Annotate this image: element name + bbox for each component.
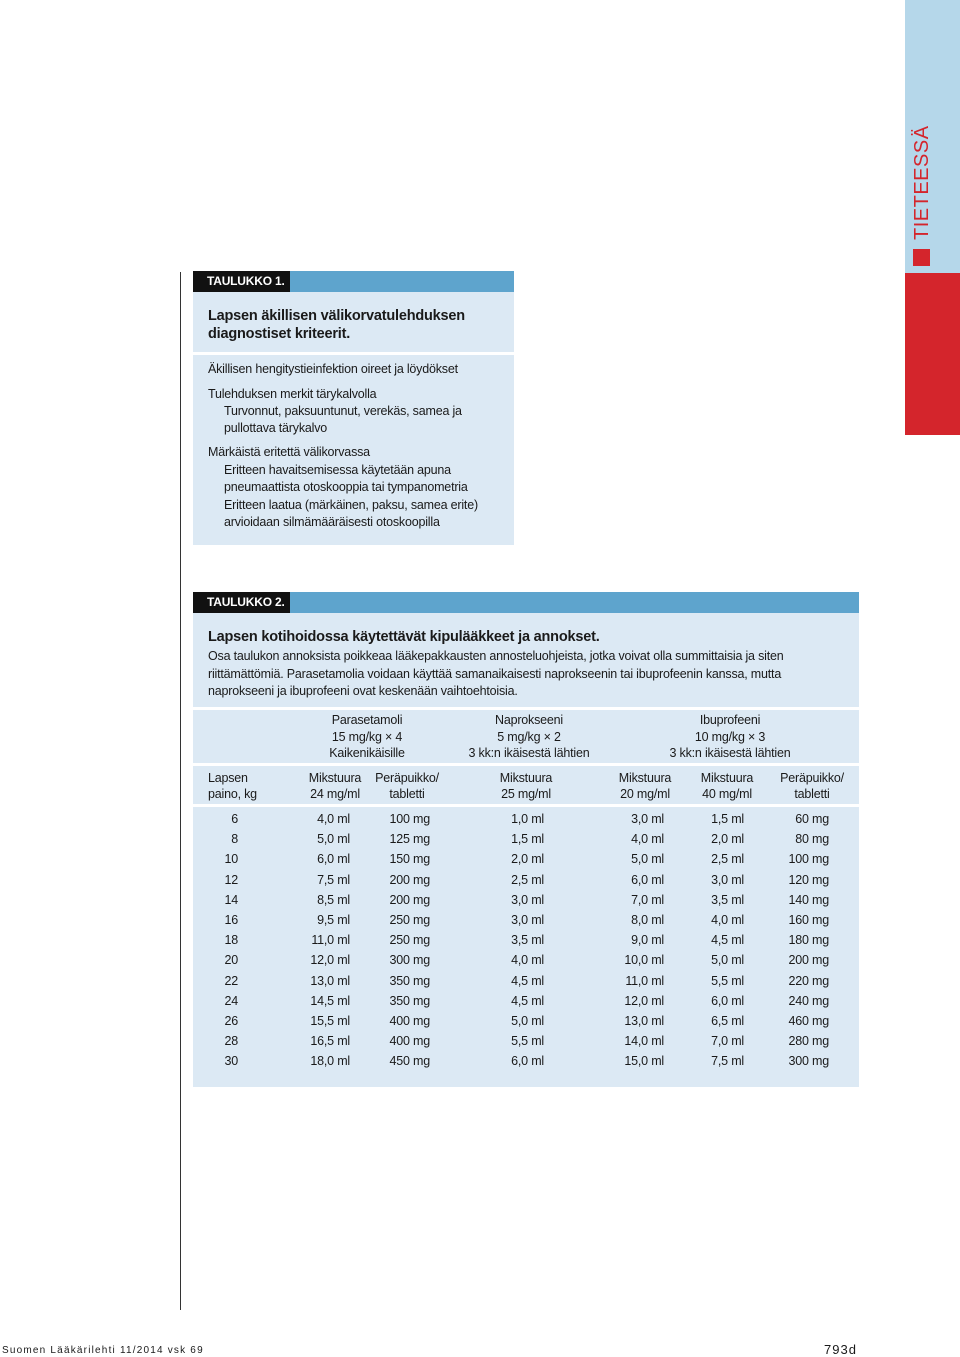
cell-weight: 10 — [224, 852, 238, 867]
cell-ibuprofen-mixture-40: 3,5 ml — [711, 892, 744, 907]
cell-naproxen-mixture: 3,0 ml — [511, 913, 544, 927]
cell-ibuprofen-mixture-20: 10,0 ml — [624, 953, 664, 968]
cell-naproxen-mixture: 6,0 ml — [511, 1054, 544, 1069]
col-header-line: 25 mg/ml — [501, 787, 551, 801]
cell-weight: 22 — [224, 973, 238, 988]
cell-paracetamol-tablet: 400 mg — [389, 1014, 430, 1028]
cell-weight: 28 — [224, 1034, 238, 1049]
col-header-line: Peräpuikko/ — [375, 771, 439, 785]
col-header-line: tabletti — [389, 787, 425, 801]
cell-ibuprofen-mixture-40: 4,5 ml — [711, 933, 744, 948]
cell-paracetamol-mixture: 11,0 ml — [311, 933, 350, 948]
cell-weight: 26 — [224, 1014, 238, 1028]
cell-weight: 18 — [224, 933, 238, 948]
cell-paracetamol-tablet: 100 mg — [389, 812, 430, 826]
drug-age: Kaikenikäisille — [329, 746, 405, 760]
drug-header-ibuprofen — [655, 712, 805, 762]
cell-paracetamol-mixture: 13,0 ml — [310, 973, 350, 988]
col-header-line: Peräpuikko/ — [780, 771, 844, 785]
cell-paracetamol-tablet: 350 mg — [389, 993, 430, 1008]
cell-weight: 24 — [224, 993, 238, 1008]
drug-header-naproxen — [454, 712, 604, 762]
cell-paracetamol-tablet: 350 mg — [389, 973, 430, 988]
col-header-line: Lapsen — [208, 771, 248, 785]
cell-weight: 14 — [224, 892, 238, 907]
cell-ibuprofen-mixture-40: 1,5 ml — [711, 812, 744, 826]
cell-ibuprofen-mixture-20: 11,0 ml — [625, 973, 664, 988]
cell-paracetamol-mixture: 14,5 ml — [310, 993, 350, 1008]
col-header-line: 20 mg/ml — [620, 787, 670, 801]
page-number: 793d — [824, 1342, 857, 1357]
col-header-ibuprofen-tablet — [774, 770, 850, 802]
table2-tag-bar — [290, 592, 859, 613]
col-header-ibuprofen-mixture-40 — [691, 770, 763, 802]
cell-ibuprofen-mixture-40: 5,0 ml — [711, 953, 744, 968]
cell-ibuprofen-mixture-20: 13,0 ml — [624, 1014, 664, 1028]
side-strip-red — [905, 273, 960, 435]
col-header-line: Mikstuura — [308, 771, 362, 785]
cell-paracetamol-mixture: 8,5 ml — [317, 892, 350, 907]
cell-paracetamol-tablet: 450 mg — [389, 1054, 430, 1069]
drug-name: Naprokseeni — [495, 713, 563, 727]
cell-ibuprofen-mixture-20: 8,0 ml — [631, 913, 664, 927]
drug-header-paracetamol — [300, 712, 434, 762]
cell-paracetamol-mixture: 15,5 ml — [310, 1014, 350, 1028]
cell-ibuprofen-tablet: 280 mg — [788, 1034, 829, 1049]
col-header-paracetamol-mixture — [300, 770, 370, 802]
cell-weight: 8 — [231, 832, 238, 847]
table2-separator-1 — [193, 707, 859, 710]
table1-separator — [193, 352, 514, 355]
table2-description: Osa taulukon annoksista poikkeaa lääkepakkausten annosteluohjeista, jotka voivat olla summittaisia ja siten riittämättömiä. Parasetamolia voidaan käyttää samanaikaisesti naprokseenin tai ibuprofeenin kanssa, mutta naprokseeni ja ibuprofeeni ovat keskenään vaihtoehtoisia. — [208, 649, 784, 698]
col-header-line: paino, kg — [208, 787, 257, 801]
table1-tag: TAULUKKO 1. — [193, 271, 290, 292]
cell-naproxen-mixture: 5,5 ml — [511, 1034, 544, 1049]
cell-ibuprofen-mixture-40: 6,5 ml — [711, 1014, 744, 1028]
cell-naproxen-mixture: 2,0 ml — [511, 852, 544, 867]
table1-criterion-1: Tulehduksen merkit tärykalvolla — [208, 387, 377, 401]
margin-rule — [180, 272, 181, 1310]
cell-weight: 16 — [224, 913, 238, 927]
cell-weight: 30 — [224, 1054, 238, 1069]
cell-paracetamol-mixture: 16,5 ml — [310, 1034, 350, 1049]
cell-paracetamol-tablet: 250 mg — [389, 933, 430, 948]
cell-naproxen-mixture: 1,5 ml — [511, 832, 544, 847]
cell-paracetamol-tablet: 300 mg — [389, 953, 430, 968]
cell-paracetamol-mixture: 6,0 ml — [317, 852, 350, 867]
drug-dose: 15 mg/kg × 4 — [331, 729, 403, 744]
cell-ibuprofen-tablet: 300 mg — [788, 1054, 829, 1069]
cell-paracetamol-tablet: 150 mg — [389, 852, 430, 867]
cell-ibuprofen-mixture-20: 14,0 ml — [624, 1034, 664, 1049]
cell-paracetamol-tablet: 200 mg — [389, 892, 430, 907]
cell-naproxen-mixture: 3,5 ml — [511, 933, 544, 948]
cell-naproxen-mixture: 4,5 ml — [511, 993, 544, 1008]
cell-weight: 20 — [224, 953, 238, 968]
cell-ibuprofen-tablet: 60 mg — [795, 812, 829, 826]
cell-paracetamol-mixture: 18,0 ml — [310, 1054, 350, 1069]
col-header-ibuprofen-mixture-20 — [609, 770, 681, 802]
table2-title: Lapsen kotihoidossa käytettävät kipulääkkeet ja annokset. — [208, 629, 600, 645]
drug-name: Ibuprofeeni — [699, 713, 761, 727]
drug-age: 3 kk:n ikäisestä lähtien — [468, 746, 590, 760]
table1-criterion-2-detail-2: Eritteen laatua (märkäinen, paksu, samea erite) arvioidaan silmämääräisesti otoskoopilla — [224, 498, 478, 529]
table1-criterion-2-detail-1: Eritteen havaitsemisessa käytetään apuna pneumaattista otoskooppia tai tympanometria — [224, 463, 468, 494]
cell-paracetamol-mixture: 7,5 ml — [317, 872, 350, 887]
drug-dose: 10 mg/kg × 3 — [694, 729, 766, 744]
cell-weight: 12 — [224, 872, 238, 887]
cell-ibuprofen-mixture-40: 4,0 ml — [711, 913, 744, 927]
cell-ibuprofen-tablet: 240 mg — [788, 993, 829, 1008]
col-header-weight — [208, 770, 278, 802]
table2-separator-3 — [193, 804, 859, 807]
journal-footer: Suomen Lääkärilehti 11/2014 vsk 69 — [2, 1345, 204, 1356]
col-header-line: Mikstuura — [499, 771, 553, 785]
cell-ibuprofen-mixture-40: 2,0 ml — [711, 832, 744, 847]
cell-ibuprofen-mixture-40: 6,0 ml — [711, 993, 744, 1008]
cell-naproxen-mixture: 5,0 ml — [511, 1014, 544, 1028]
col-header-line: Mikstuura — [618, 771, 672, 785]
cell-ibuprofen-mixture-20: 3,0 ml — [631, 812, 664, 826]
cell-ibuprofen-tablet: 100 mg — [788, 852, 829, 867]
section-square-icon — [913, 249, 930, 266]
table2-tag: TAULUKKO 2. — [193, 592, 290, 613]
col-header-line: Mikstuura — [700, 771, 754, 785]
cell-ibuprofen-mixture-20: 4,0 ml — [631, 832, 664, 847]
drug-dose: 5 mg/kg × 2 — [497, 729, 561, 744]
cell-paracetamol-mixture: 12,0 ml — [310, 953, 350, 968]
cell-ibuprofen-mixture-40: 7,5 ml — [711, 1054, 744, 1069]
cell-naproxen-mixture: 4,5 ml — [511, 973, 544, 988]
cell-ibuprofen-mixture-40: 2,5 ml — [711, 852, 744, 867]
cell-naproxen-mixture: 1,0 ml — [511, 812, 544, 826]
cell-ibuprofen-mixture-20: 6,0 ml — [631, 872, 664, 887]
cell-paracetamol-tablet: 200 mg — [389, 872, 430, 887]
section-label: TIETEESSÄ — [911, 125, 933, 240]
cell-ibuprofen-mixture-20: 5,0 ml — [631, 852, 664, 867]
cell-ibuprofen-tablet: 460 mg — [788, 1014, 829, 1028]
cell-paracetamol-mixture: 9,5 ml — [317, 913, 350, 927]
cell-ibuprofen-tablet: 180 mg — [788, 933, 829, 948]
cell-weight: 6 — [231, 812, 238, 826]
cell-paracetamol-tablet: 250 mg — [389, 913, 430, 927]
cell-paracetamol-mixture: 5,0 ml — [317, 832, 350, 847]
cell-ibuprofen-mixture-20: 9,0 ml — [631, 933, 664, 948]
col-header-line: tabletti — [794, 787, 830, 801]
cell-naproxen-mixture: 2,5 ml — [511, 872, 544, 887]
cell-naproxen-mixture: 3,0 ml — [511, 892, 544, 907]
drug-age: 3 kk:n ikäisestä lähtien — [669, 746, 791, 760]
table1-criterion-2: Märkäistä eritettä välikorvassa — [208, 445, 370, 459]
cell-ibuprofen-tablet: 140 mg — [788, 892, 829, 907]
cell-ibuprofen-mixture-40: 7,0 ml — [711, 1034, 744, 1049]
table1-intro: Äkillisen hengitystieinfektion oireet ja löydökset — [208, 362, 458, 376]
cell-ibuprofen-mixture-20: 12,0 ml — [624, 993, 664, 1008]
cell-paracetamol-mixture: 4,0 ml — [317, 812, 350, 826]
cell-ibuprofen-tablet: 120 mg — [788, 872, 829, 887]
table1-criterion-1-detail: Turvonnut, paksuuntunut, verekäs, samea ja pullottava tärykalvo — [224, 404, 462, 435]
table1-tag-bar — [290, 271, 514, 292]
table1-title: Lapsen äkillisen välikorvatulehduksen diagnostiset kriteerit. — [208, 308, 465, 342]
cell-ibuprofen-mixture-20: 7,0 ml — [631, 892, 664, 907]
col-header-paracetamol-tablet — [370, 770, 444, 802]
drug-name: Parasetamoli — [331, 713, 403, 727]
cell-ibuprofen-mixture-40: 5,5 ml — [711, 973, 744, 988]
cell-ibuprofen-tablet: 220 mg — [788, 973, 829, 988]
cell-paracetamol-tablet: 400 mg — [389, 1034, 430, 1049]
cell-ibuprofen-tablet: 80 mg — [795, 832, 829, 847]
col-header-naproxen-mixture — [490, 770, 562, 802]
cell-ibuprofen-tablet: 160 mg — [788, 913, 829, 927]
col-header-line: 24 mg/ml — [310, 787, 360, 801]
cell-naproxen-mixture: 4,0 ml — [511, 953, 544, 968]
cell-ibuprofen-mixture-20: 15,0 ml — [624, 1054, 664, 1069]
cell-ibuprofen-tablet: 200 mg — [788, 953, 829, 968]
cell-ibuprofen-mixture-40: 3,0 ml — [711, 872, 744, 887]
table2-separator-2 — [193, 763, 859, 766]
cell-paracetamol-tablet: 125 mg — [389, 832, 430, 847]
col-header-line: 40 mg/ml — [702, 787, 752, 801]
